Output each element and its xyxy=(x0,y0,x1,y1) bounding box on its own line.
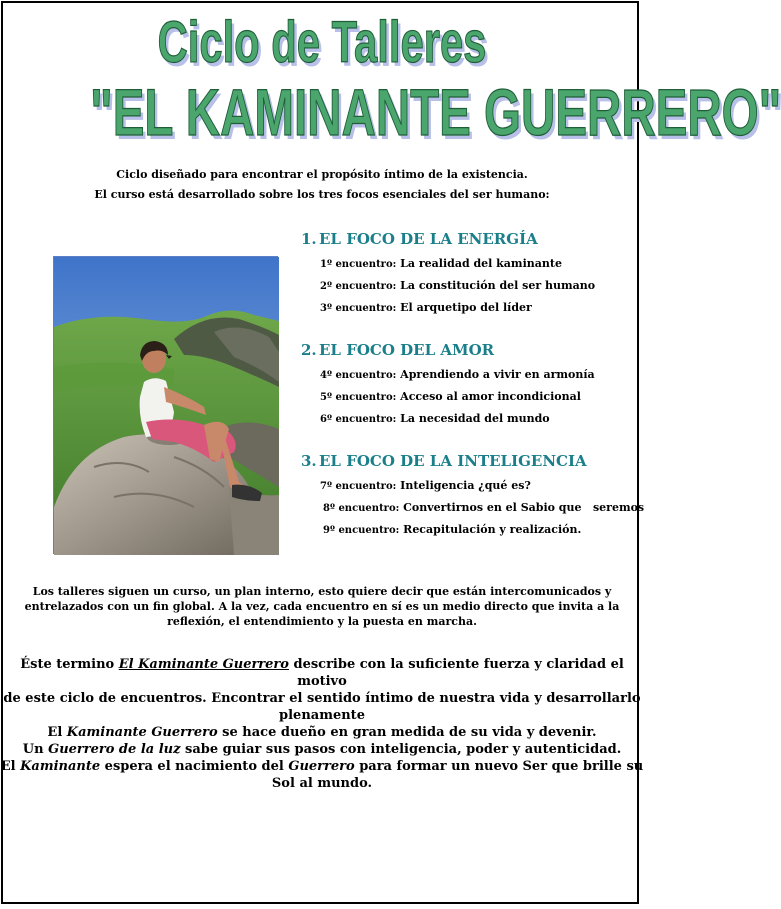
foco-number: 2. xyxy=(301,341,317,359)
intro-line-2: El curso está desarrollado sobre los tres focos esenciales del ser humano: xyxy=(94,188,550,201)
foco-number: 3. xyxy=(301,452,317,470)
encuentro-text: La realidad del kaminante xyxy=(400,257,562,270)
text-run: para formar un nuevo Ser que brille su xyxy=(354,759,644,774)
emphasis-text: Kaminante xyxy=(20,759,101,774)
foco-number: 1. xyxy=(301,230,317,248)
foco-inteligencia xyxy=(301,452,645,541)
title-line-1: Ciclo de Talleres xyxy=(157,10,487,75)
encuentro-number: 6º encuentro: xyxy=(320,414,397,425)
encuentro-number: 8º encuentro: xyxy=(323,503,400,514)
encuentro-text: Acceso al amor incondicional xyxy=(400,390,581,403)
paragraph-line: de este ciclo de encuentros. Encontrar el sentido íntimo de nuestra vida y desarrollarlo xyxy=(3,691,641,706)
text-run: espera el nacimiento del xyxy=(100,759,289,774)
encuentro-number: 3º encuentro: xyxy=(320,303,397,314)
text-run: se hace dueño en gran medida de su vida y devenir. xyxy=(217,725,597,740)
paragraph-line: reflexión, el entendimiento y la puesta en marcha. xyxy=(167,615,477,628)
encuentro-number: 2º encuentro: xyxy=(320,281,397,292)
talleres-paragraph xyxy=(0,584,644,629)
paragraph-line xyxy=(0,656,644,690)
list-item xyxy=(320,475,631,497)
encuentro-number: 7º encuentro: xyxy=(320,481,397,492)
emphasis-text: Kaminante Guerrero xyxy=(66,725,218,740)
list-item xyxy=(320,386,631,408)
foco-energia xyxy=(301,230,631,319)
paragraph-line: entrelazados con un fin global. A la vez, cada encuentro en sí es un medio directo que invita a la xyxy=(24,600,620,613)
list-item xyxy=(320,497,645,519)
list-item xyxy=(320,275,631,297)
encuentro-number: 4º encuentro: xyxy=(320,370,397,381)
termino-paragraph xyxy=(0,656,644,724)
foco-title: EL FOCO DE LA ENERGÍA xyxy=(319,230,538,248)
text-run: El xyxy=(0,759,21,774)
encuentro-text: Convertirnos en el Sabio que seremos xyxy=(403,501,645,514)
list-item xyxy=(320,297,631,319)
encuentro-text: Recapitulación y realización. xyxy=(403,523,582,536)
paragraph-line xyxy=(0,741,644,758)
foco-heading xyxy=(301,341,631,359)
text-run: sabe guiar sus pasos con inteligencia, poder y autenticidad. xyxy=(180,742,622,757)
paragraph-line: plenamente xyxy=(279,708,365,723)
paragraph-line xyxy=(0,758,644,775)
encuentro-text: La necesidad del mundo xyxy=(400,412,550,425)
paragraph-line: Los talleres siguen un curso, un plan interno, esto quiere decir que están intercomunicados y xyxy=(32,585,612,598)
encuentro-number: 5º encuentro: xyxy=(320,392,397,403)
encuentro-text: El arquetipo del líder xyxy=(400,301,532,314)
encuentro-text: Inteligencia ¿qué es? xyxy=(400,479,531,492)
encuentro-text: La constitución del ser humano xyxy=(400,279,596,292)
list-item xyxy=(320,364,631,386)
text-run: El xyxy=(47,725,67,740)
man-sitting-on-rock-photo xyxy=(53,256,278,554)
foco-amor xyxy=(301,341,631,430)
text-run: Éste termino xyxy=(20,657,119,672)
text-run: Un xyxy=(22,742,49,757)
encuentro-text: Aprendiendo a vivir en armonía xyxy=(400,368,595,381)
text-run: describe con la suficiente fuerza y claridad el motivo xyxy=(288,657,624,689)
paragraph-line: Sol al mundo. xyxy=(271,776,373,791)
foco-title: EL FOCO DE LA INTELIGENCIA xyxy=(319,452,587,470)
encuentro-number: 9º encuentro: xyxy=(323,525,400,536)
encuentro-number: 1º encuentro: xyxy=(320,259,397,270)
paragraph-line xyxy=(0,724,644,741)
foco-title: EL FOCO DEL AMOR xyxy=(319,341,495,359)
emphasis-text: El Kaminante Guerrero xyxy=(118,657,289,672)
intro-line-1: Ciclo diseñado para encontrar el propósito íntimo de la existencia. xyxy=(116,168,528,181)
guerrero-paragraph xyxy=(0,724,644,792)
list-item xyxy=(320,519,631,541)
foco-heading xyxy=(301,452,631,470)
emphasis-text: Guerrero xyxy=(288,759,355,774)
foco-heading xyxy=(301,230,631,248)
list-item xyxy=(320,253,631,275)
list-item xyxy=(320,408,631,430)
emphasis-text: Guerrero de la luz xyxy=(48,742,181,757)
title-line-2: "EL KAMINANTE GUERRERO" xyxy=(90,75,781,149)
